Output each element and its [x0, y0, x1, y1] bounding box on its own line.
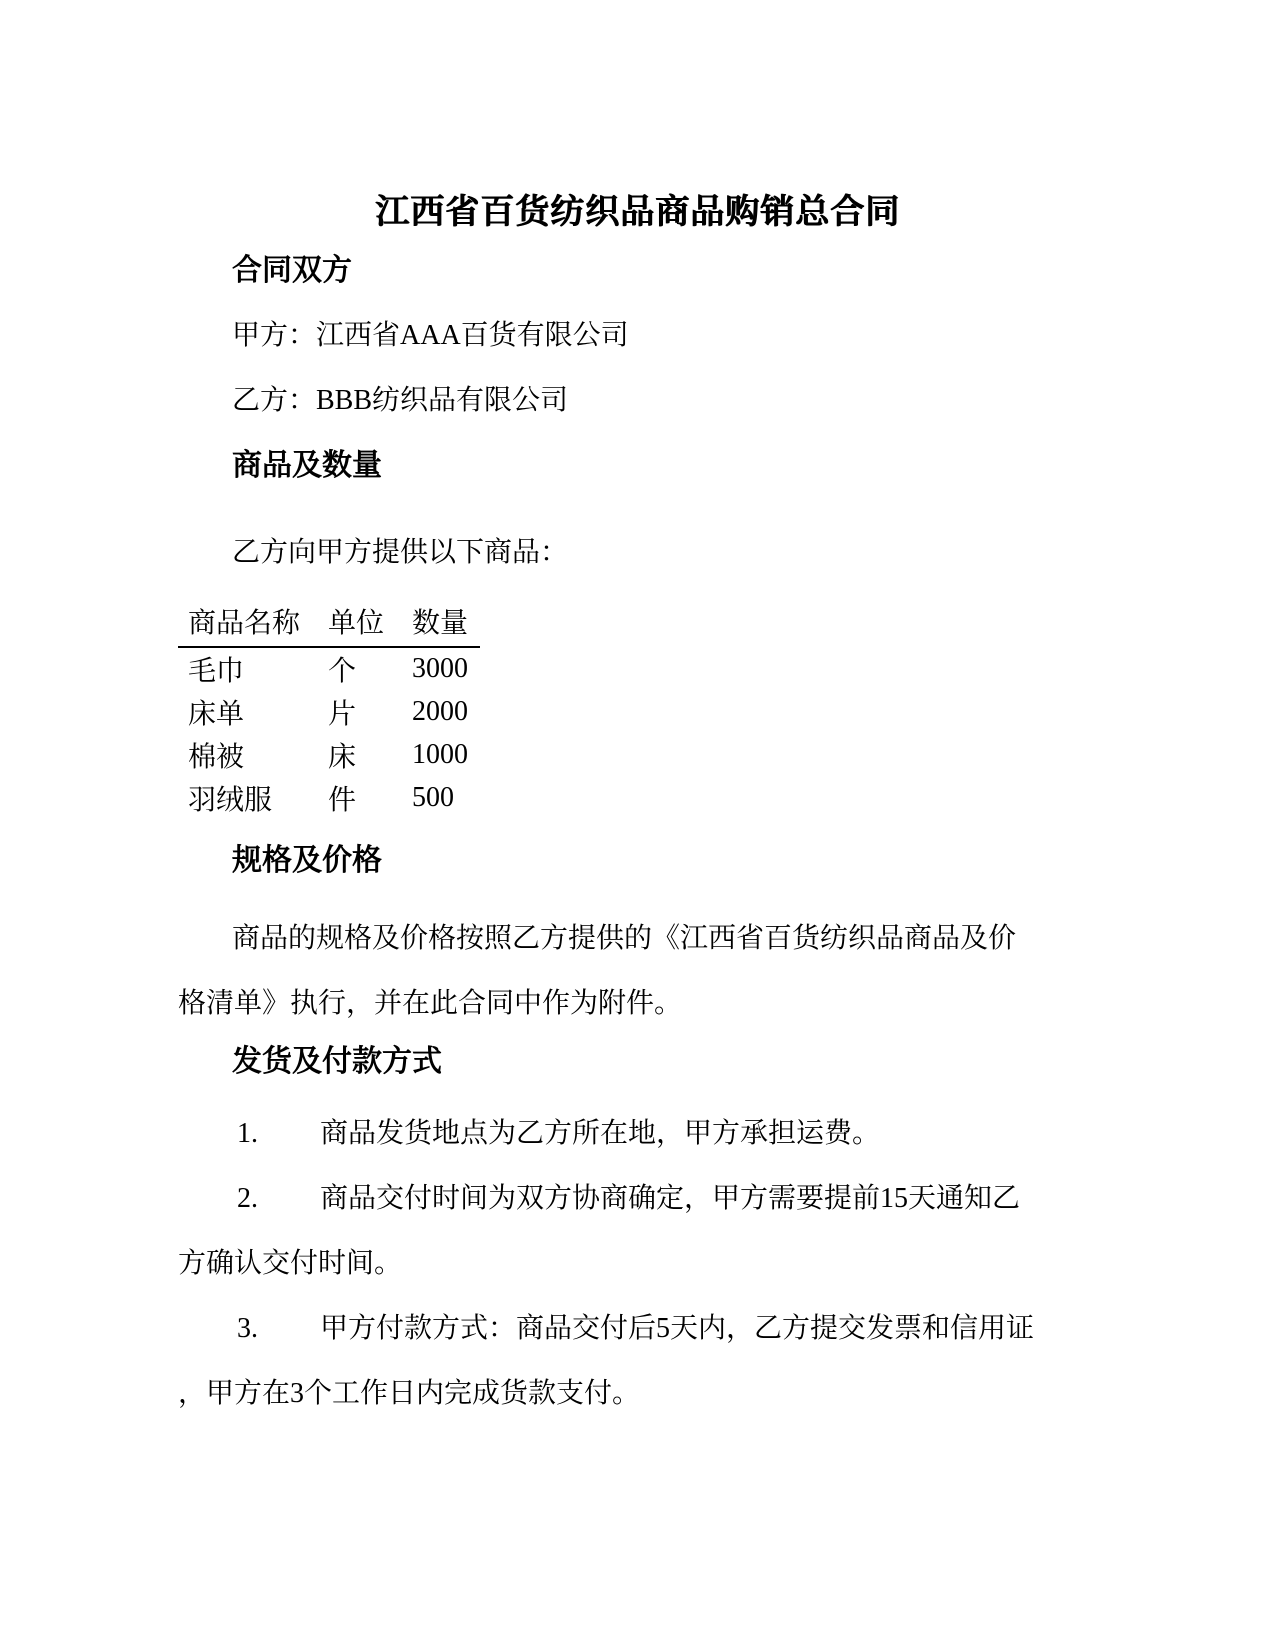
- list-item-number: 3.: [237, 1313, 258, 1344]
- table-row: [178, 690, 480, 733]
- section-heading-specs: 规格及价格: [232, 844, 382, 877]
- list-item: [178, 1101, 1097, 1166]
- list-item-text: 商品发货地点为乙方所在地，甲方承担运费。: [320, 1118, 881, 1149]
- table-row: [178, 647, 480, 690]
- specs-paragraph-line: 商品的规格及价格按照乙方提供的《江西省百货纺织品商品及价: [232, 923, 1017, 954]
- goods-qty-cell: 500: [412, 781, 454, 813]
- section-heading-delivery: 发货及付款方式: [232, 1045, 442, 1078]
- goods-name-cell: 床单: [188, 698, 245, 730]
- goods-unit-cell: 件: [328, 784, 357, 816]
- goods-table-header-qty: 数量: [402, 595, 480, 647]
- section-heading-goods: 商品及数量: [232, 449, 382, 482]
- table-row: [178, 776, 480, 819]
- goods-qty-cell: 1000: [412, 738, 468, 770]
- goods-name-cell: 毛巾: [188, 656, 245, 687]
- list-item-line: [178, 1166, 1097, 1231]
- list-item-wrap-line: ，甲方在3个工作日内完成货款支付。: [178, 1378, 641, 1409]
- specs-paragraph-line: 格清单》执行，并在此合同中作为附件。: [178, 988, 683, 1019]
- party-b-line: 乙方：BBB纺织品有限公司: [232, 385, 569, 416]
- list-item-number: 2.: [237, 1183, 258, 1214]
- list-item-text: 商品交付时间为双方协商确定，甲方需要提前15天通知乙: [320, 1183, 1021, 1214]
- list-item-line: [178, 1101, 1097, 1166]
- table-row: [178, 733, 480, 776]
- goods-qty-cell: 3000: [412, 653, 468, 684]
- document-title: 江西省百货纺织品商品购销总合同: [375, 194, 900, 231]
- goods-unit-cell: 个: [328, 656, 357, 687]
- goods-table-header-row: [178, 595, 480, 647]
- list-item-line: [178, 1296, 1097, 1361]
- goods-intro-line: 乙方向甲方提供以下商品：: [232, 537, 569, 568]
- goods-qty-cell: 2000: [412, 695, 468, 727]
- goods-table: [178, 595, 480, 819]
- delivery-list: [178, 1101, 1097, 1426]
- section-heading-parties: 合同双方: [232, 254, 352, 287]
- list-item: [178, 1166, 1097, 1296]
- goods-table-header-unit: 单位: [318, 595, 402, 647]
- list-item-number: 1.: [237, 1118, 258, 1149]
- list-item: [178, 1296, 1097, 1426]
- goods-name-cell: 羽绒服: [188, 784, 273, 816]
- list-item-text: 甲方付款方式：商品交付后5天内，乙方提交发票和信用证: [320, 1313, 1035, 1344]
- specs-paragraph: [178, 906, 1097, 1036]
- goods-unit-cell: 床: [328, 741, 357, 773]
- list-item-wrap-line: 方确认交付时间。: [178, 1248, 403, 1279]
- goods-table-header-name: 商品名称: [178, 595, 318, 647]
- goods-name-cell: 棉被: [188, 741, 245, 773]
- party-a-line: 甲方：江西省AAA百货有限公司: [232, 320, 629, 351]
- goods-unit-cell: 片: [328, 698, 357, 730]
